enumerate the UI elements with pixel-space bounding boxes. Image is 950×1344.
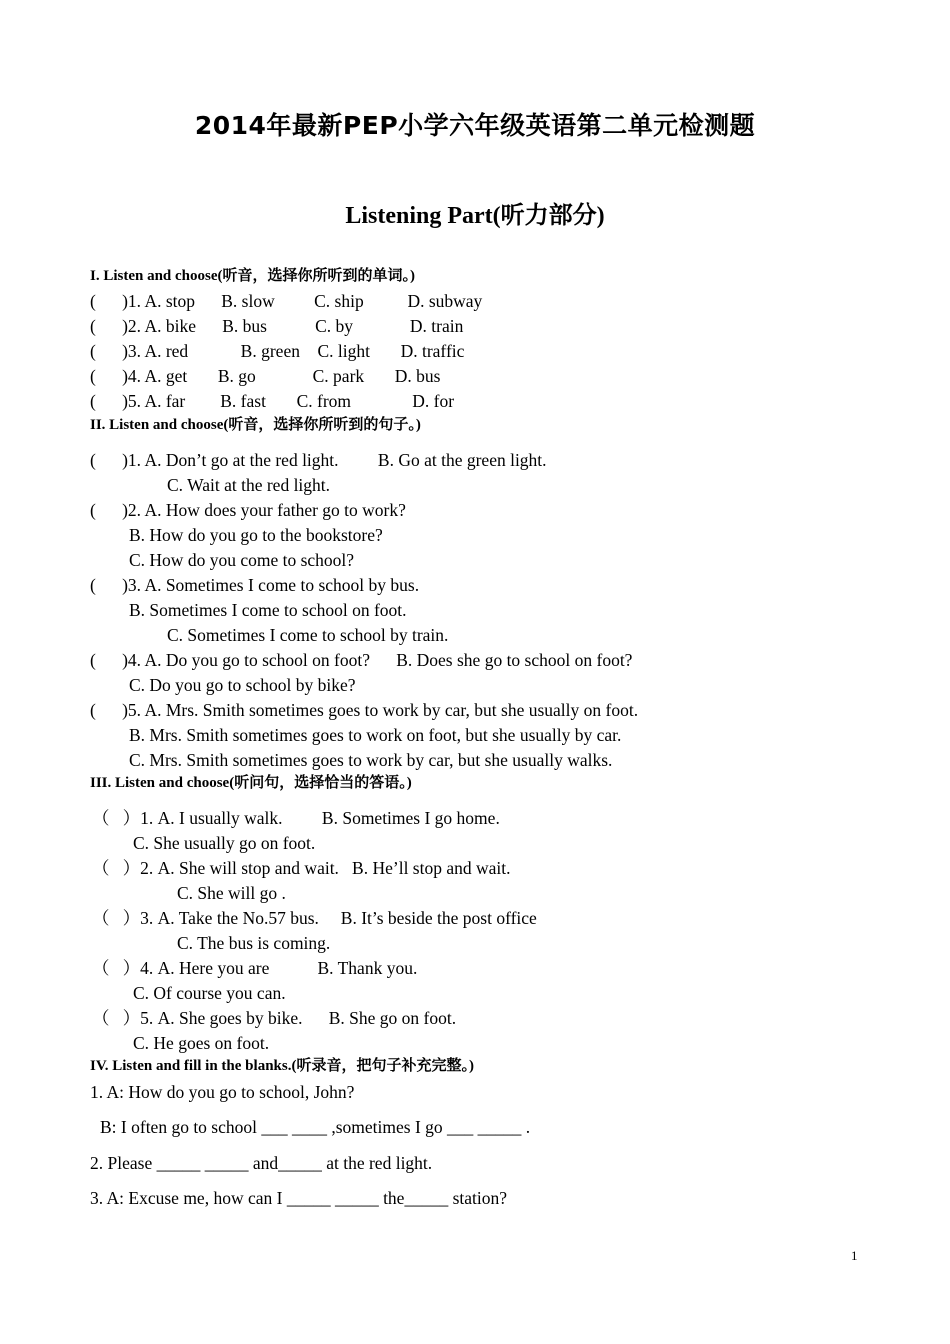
question-line: ( )1. A. Don’t go at the red light. B. Go at the green light. <box>90 450 547 470</box>
section-4-heading: IV. Listen and fill in the blanks.(听录音，把句子补充完整。) <box>90 1058 474 1074</box>
question-line: ( )5. A. Mrs. Smith sometimes goes to work by car, but she usually on foot. <box>90 700 639 720</box>
question-line: ( )5. A. far B. fast C. from D. for <box>90 391 455 411</box>
section-subtitle: Listening Part(听力部分) <box>345 203 605 229</box>
fill-blank-line: B: I often go to school ___ ____ ,sometimes I go ___ _____ . <box>100 1117 531 1137</box>
option-line: B. Sometimes I come to school on foot. <box>129 600 407 620</box>
question-line: （ ）4. A. Here you are B. Thank you. <box>92 958 418 978</box>
option-line: C. Mrs. Smith sometimes goes to work by car, but she usually walks. <box>129 750 613 770</box>
option-line: C. How do you come to school? <box>129 550 355 570</box>
question-line: （ ）3. A. Take the No.57 bus. B. It’s beside the post office <box>92 908 537 928</box>
question-line: ( )3. A. Sometimes I come to school by bus. <box>90 575 420 595</box>
question-line: ( )2. A. bike B. bus C. by D. train <box>90 316 464 336</box>
question-line: ( )1. A. stop B. slow C. ship D. subway <box>90 291 483 311</box>
option-line: C. She will go . <box>177 883 286 903</box>
option-line: C. The bus is coming. <box>177 933 331 953</box>
question-line: ( )4. A. Do you go to school on foot? B. Does she go to school on foot? <box>90 650 633 670</box>
option-line: C. Of course you can. <box>133 983 286 1003</box>
section-3-heading: III. Listen and choose(听问句，选择恰当的答语。) <box>90 775 412 791</box>
question-line: ( )4. A. get B. go C. park D. bus <box>90 366 441 386</box>
fill-blank-line: 1. A: How do you go to school, John? <box>90 1082 355 1102</box>
option-line: C. Sometimes I come to school by train. <box>167 625 449 645</box>
page-title: 2014年最新PEP小学六年级英语第二单元检测题 <box>194 111 756 140</box>
option-line: B. Mrs. Smith sometimes goes to work on foot, but she usually by car. <box>129 725 622 745</box>
section-1-heading: I. Listen and choose(听音，选择你所听到的单词。) <box>90 268 416 284</box>
option-line: C. She usually go on foot. <box>133 833 316 853</box>
option-line: C. Wait at the red light. <box>167 475 331 495</box>
fill-blank-line: 2. Please _____ _____ and_____ at the red light. <box>90 1153 433 1173</box>
option-line: C. Do you go to school by bike? <box>129 675 356 695</box>
section-2-heading: II. Listen and choose(听音，选择你所听到的句子。) <box>90 417 421 433</box>
question-line: （ ）1. A. I usually walk. B. Sometimes I go home. <box>92 808 500 828</box>
question-line: （ ）5. A. She goes by bike. B. She go on foot. <box>92 1008 457 1028</box>
option-line: C. He goes on foot. <box>133 1033 270 1053</box>
question-line: （ ）2. A. She will stop and wait. B. He’ll stop and wait. <box>92 858 511 878</box>
page-number: 1 <box>851 1248 858 1263</box>
option-line: B. How do you go to the bookstore? <box>129 525 383 545</box>
question-line: ( )3. A. red B. green C. light D. traffic <box>90 341 465 361</box>
fill-blank-line: 3. A: Excuse me, how can I _____ _____ the_____ station? <box>90 1188 508 1208</box>
question-line: ( )2. A. How does your father go to work? <box>90 500 406 520</box>
